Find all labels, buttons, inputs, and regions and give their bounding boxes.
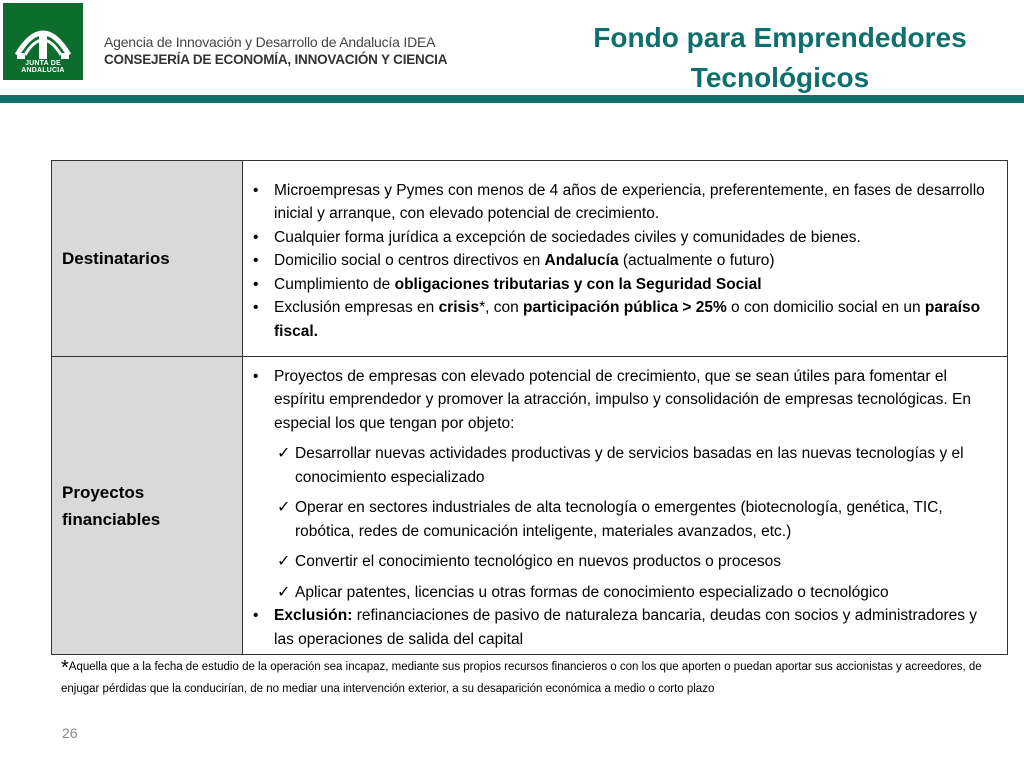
checklist-item: ✓ Convertir el conocimiento tecnológico en nuevos productos o procesos [249, 550, 997, 574]
proyectos-exclusion-list [249, 604, 997, 651]
checkmark-icon: ✓ [277, 499, 291, 517]
row-label-destinatarios: Destinatarios [52, 161, 243, 357]
table-row-destinatarios [52, 161, 1008, 357]
agency-name: Agencia de Innovación y Desarrollo de Andalucía IDEA [104, 34, 436, 50]
checkmark-icon: ✓ [277, 445, 291, 463]
list-item: • Proyectos de empresas con elevado potencial de crecimiento, que se sean útiles para fomentar el espíritu emprendedor y promover la atracción, impulso y consolidación de empresas tecnológicas. En especial los que tengan por objeto: [249, 365, 997, 436]
footnote-text: Aquella que a la fecha de estudio de la operación sea incapaz, mediante sus propios recursos financieros o con los que aporten o puedan aportar sus accionistas y acreedores, de enjugar pérdidas que la conducirían, de no mediar una intervención exterior, a su desaparición económica a medio o corto plazo [61, 661, 982, 695]
footnote [61, 657, 1011, 700]
list-item: • Cualquier forma jurídica a excepción de sociedades civiles y comunidades de bienes. [249, 226, 997, 250]
list-item: • Exclusión empresas en crisis*, con participación pública > 25% o con domicilio social en un paraíso fiscal. [249, 296, 997, 343]
destinatarios-list [249, 179, 997, 344]
checkmark-icon: ✓ [277, 583, 291, 601]
logo-text: JUNTA DE ANDALUCIA [21, 60, 65, 74]
checkmark-icon: ✓ [277, 553, 291, 571]
list-item: • Cumplimiento de obligaciones tributarias y con la Seguridad Social [249, 273, 997, 297]
table-row-proyectos [52, 357, 1008, 655]
header-divider [0, 95, 1024, 103]
row-content-proyectos [243, 357, 1008, 655]
junta-andalucia-logo [3, 3, 83, 80]
title-line-2: Tecnológicos [690, 62, 870, 93]
title-line-1: Fondo para Emprendedores [593, 22, 967, 53]
proyectos-list [249, 365, 997, 436]
list-item: • Microempresas y Pymes con menos de 4 años de experiencia, preferentemente, en fases de desarrollo inicial y arranque, con elevado potencial de crecimiento. [249, 179, 997, 226]
row-content-destinatarios [243, 161, 1008, 357]
checklist-item: ✓ Operar en sectores industriales de alta tecnología o emergentes (biotecnología, genética, TIC, robótica, redes de comunicación inteligente, materiales avanzados, etc.) [249, 496, 997, 543]
page-number: 26 [62, 725, 78, 741]
footnote-star: * [61, 657, 69, 679]
page-title [560, 18, 1000, 98]
andalucia-arch-icon [3, 3, 83, 63]
checklist-item: ✓ Aplicar patentes, licencias u otras formas de conocimiento especializado o tecnológico [249, 581, 997, 605]
fund-requirements-table [51, 160, 1008, 655]
row-label-proyectos: Proyectos financiables [52, 357, 243, 655]
checklist-item: ✓ Desarrollar nuevas actividades productivas y de servicios basadas en las nuevas tecnologías y el conocimiento especializado [249, 442, 997, 489]
list-item: • Domicilio social o centros directivos en Andalucía (actualmente o futuro) [249, 249, 997, 273]
consejeria-name: CONSEJERÍA DE ECONOMÍA, INNOVACIÓN Y CIENCIA [104, 52, 448, 67]
list-item: • Exclusión: refinanciaciones de pasivo de naturaleza bancaria, deudas con socios y administradores y las operaciones de salida del capital [249, 604, 997, 651]
